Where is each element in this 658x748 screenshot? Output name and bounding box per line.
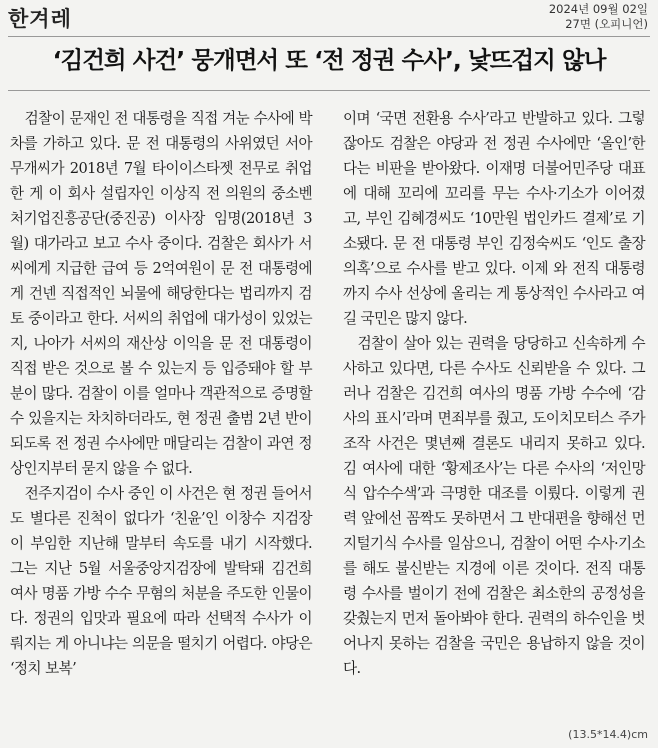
- paragraph: 이며 ‘국면 전환용 수사’라고 반발하고 있다. 그렇잖아도 검찰은 야당과 전 정권 수사에만 ‘올인’한다는 비판을 받아왔다. 이재명 더불어민주당 대표에 대해 꼬리에 꼬리를 무는 수사·기소가 이어졌고, 부인 김혜경씨도 ‘10만원 법인카드 결제’로 기소됐다. 문 전 대통령 부인 김정숙씨도 ‘인도 출장 의혹’으로 수사를 받고 있다. 이제 와 전직 대통령까지 수사 선상에 올리는 게 통상적인 수사라고 여길 국민은 많지 않다.: [343, 110, 645, 327]
- paragraph: 검찰이 문재인 전 대통령을 직접 겨눈 수사에 박차를 가하고 있다. 문 전 대통령의 사위였던 서아무개씨가 2018년 7월 타이이스타젯 전무로 취업한 게 이 회사 설립자인 이상직 전 의원의 중소벤처기업진흥공단(중진공) 이사장 임명(2018년 3월) 대가라고 보고 수사 중이다. 검찰은 회사가 서씨에게 지급한 급여 등 2억여원이 문 전 대통령에게 건넨 직접적인 뇌물에 해당한다는 법리까지 검토 중이라고 한다. 서씨의 취업에 대가성이 있었는지, 나아가 서씨의 재산상 이익을 문 전 대통령이 직접 받은 것으로 볼 수 있는지 등 입증돼야 할 부분이 많다. 검찰이 이를 얼마나 객관적으로 증명할 수 있을지는 차치하더라도, 현 정권 출범 2년 반이 되도록 전 정권 수사에만 매달리는 검찰이 과연 정상인지부터 묻지 않을 수 없다.: [10, 110, 312, 477]
- publish-date: 2024년 09월 02일: [548, 2, 648, 16]
- article-column-right: [343, 106, 645, 681]
- paragraph: 전주지검이 수사 중인 이 사건은 현 정권 들어서도 별다른 진척이 없다가 ‘친윤’인 이창수 지검장이 부임한 지난해 말부터 속도를 내기 시작했다. 그는 지난 5월 서울중앙지검장에 발탁돼 김건희 여사 명품 가방 수수 무혐의 처분을 주도한 인물이다. 정권의 입맛과 필요에 따라 선택적 수사가 이뤄지는 게 아니냐는 의문을 떨치기 어렵다. 야당은 ‘정치 보복’: [10, 485, 312, 677]
- newspaper-logo: 한겨레: [8, 7, 72, 31]
- masthead: [0, 0, 658, 32]
- headline-bottom-rule: [8, 90, 650, 91]
- headline: ‘김건희 사건’ 뭉개면서 또 ‘전 정권 수사’, 낯뜨겁지 않나: [52, 46, 606, 74]
- article-column-left: [10, 106, 312, 681]
- clipping-size: (13.5*14.4)cm: [568, 728, 648, 741]
- dateline: [549, 2, 648, 32]
- paragraph: 검찰이 살아 있는 권력을 당당하고 신속하게 수사하고 있다면, 다른 수사도 신뢰받을 수 있다. 그러나 검찰은 김건희 여사의 명품 가방 수수에 ‘감사의 표시’라며 면죄부를 줬고, 도이치모터스 주가조작 사건은 몇년째 결론도 내리지 못하고 있다. 김 여사에 대한 ‘황제조사’는 다른 수사의 ‘저인망식 압수수색’과 극명한 대조를 이뤘다. 이렇게 권력 앞에선 꼼짝도 못하면서 그 반대편을 향해선 먼지털기식 수사를 일삼으니, 검찰이 어떤 수사·기소를 해도 불신받는 지경에 이른 것이다. 전직 대통령 수사를 벌이기 전에 검찰은 최소한의 공정성을 갖췄는지 먼저 돌아봐야 한다. 권력의 하수인을 벗어나지 못하는 검찰을 국민은 용납하지 않을 것이다.: [343, 335, 645, 677]
- headline-top-rule: [8, 36, 650, 37]
- page-section: 27면 (오피니언): [565, 17, 648, 31]
